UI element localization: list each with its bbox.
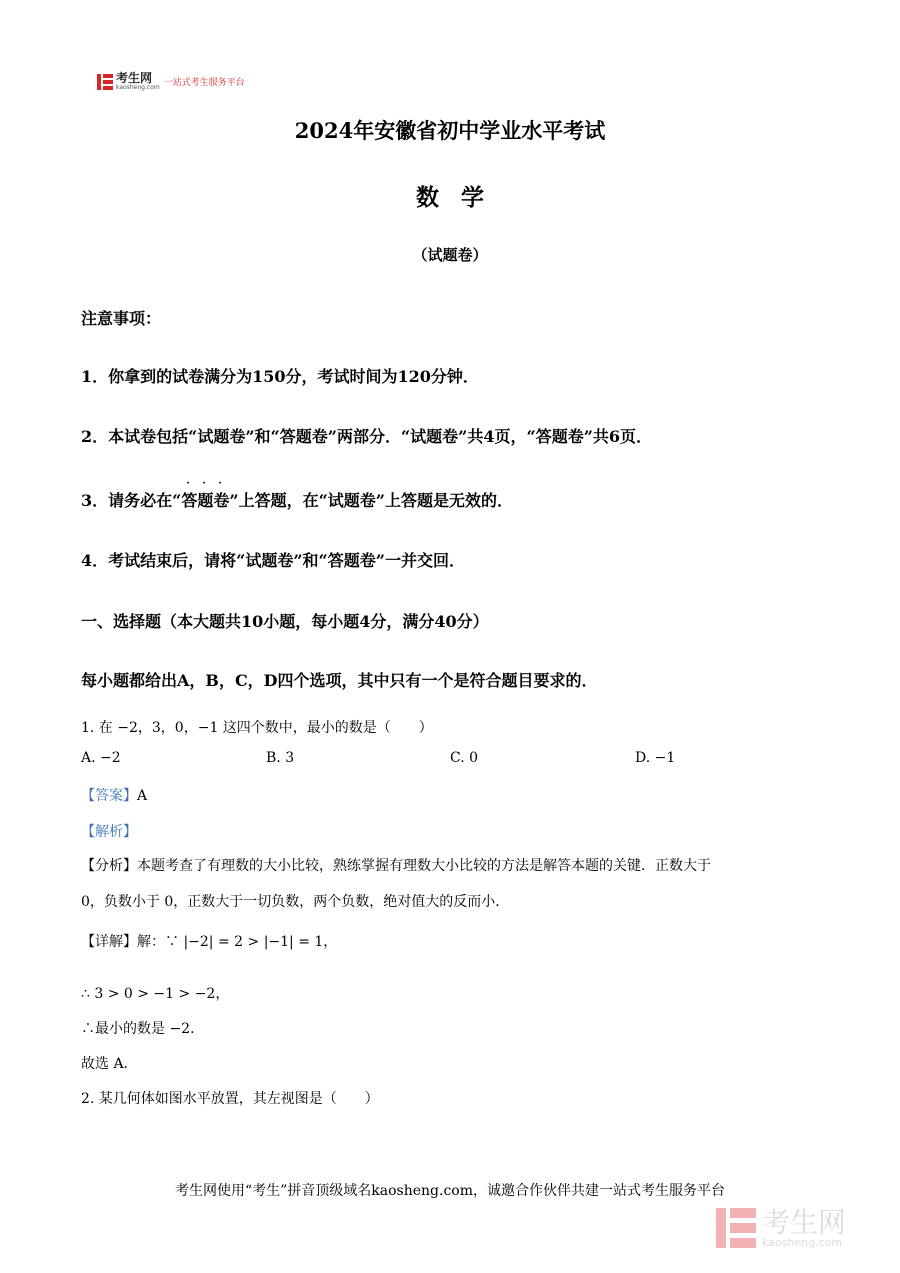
q1-fenxi-line2: 0，负数小于 0，正数大于一切负数，两个负数，绝对值大的反而小．	[81, 894, 510, 910]
q1-conclusion: 故选 A．	[81, 1056, 138, 1072]
q1-answer	[81, 785, 147, 805]
notice-item-1: 1．你拿到的试卷满分为150分，考试时间为120分钟．	[81, 367, 479, 386]
page-footer: 考生网使用“考生”拼音顶级域名kaosheng.com，诚邀合作伙伴共建一站式考生服务平台	[174, 1183, 726, 1199]
fenxi-tag: 【分析】	[81, 858, 137, 874]
section-heading: 一、选择题（本大题共10小题，每小题4分，满分40分）	[81, 612, 489, 631]
notice-item-2: 2．本试卷包括“试题卷”和“答题卷”两部分．“试题卷”共4页，“答题卷”共6页．	[81, 427, 653, 446]
q1-fenxi-line1: 【分析】本题考查了有理数的大小比较，熟练掌握有理数大小比较的方法是解答本题的关键．正数大于	[81, 858, 711, 874]
watermark-domain: kaosheng.com	[762, 1235, 843, 1249]
logo-domain: kaosheng.com	[116, 84, 160, 91]
q1-stem: 1. 在 −2，3，0，−1 这四个数中，最小的数是（ ）	[81, 720, 433, 736]
answer-tag: 【答案】	[81, 788, 137, 804]
exam-title: 2024年安徽省初中学业水平考试	[294, 118, 606, 143]
xiangjie-tag: 【详解】	[81, 934, 137, 950]
q1-detail: 【详解】解：∵ |−2| = 2 > |−1| = 1，	[81, 934, 338, 950]
q1-option-d: D. −1	[635, 750, 676, 766]
kaosheng-logo-icon	[97, 74, 113, 90]
kaosheng-watermark-icon	[716, 1208, 756, 1248]
q1-option-c: C. 0	[450, 750, 479, 766]
logo-name: 考生网	[116, 71, 153, 85]
header-logo	[97, 72, 245, 91]
watermark-name: 考生网	[762, 1205, 847, 1239]
watermark	[716, 1205, 847, 1249]
paper-type: （试题卷）	[412, 246, 488, 264]
notice-item-4: 4．考试结束后，请将“试题卷”和“答题卷”一并交回．	[81, 551, 465, 570]
q1-step-3: ∴最小的数是 −2．	[81, 1021, 205, 1037]
q1-option-a: A. −2	[81, 750, 121, 766]
subject-title: 数学	[416, 184, 506, 211]
q2-stem: 2. 某几何体如图水平放置，其左视图是（ ）	[81, 1091, 379, 1107]
analysis-tag: 【解析】	[81, 824, 137, 840]
notice-item-3: 3．请务必在“ · · · 答题卷”上答题，在“试题卷”上答题是无效的．	[81, 478, 513, 510]
emphasized-text: · · · 答题卷	[181, 478, 230, 510]
notice-heading: 注意事项：	[81, 309, 162, 328]
answer-value: A	[137, 788, 148, 804]
logo-slogan: 一站式考生服务平台	[163, 78, 245, 88]
section-instruction: 每小题都给出A，B，C，D四个选项，其中只有一个是符合题目要求的．	[81, 671, 598, 690]
q1-step-2: ∴ 3 > 0 > −1 > −2，	[81, 986, 230, 1002]
q1-option-b: B. 3	[266, 750, 295, 766]
